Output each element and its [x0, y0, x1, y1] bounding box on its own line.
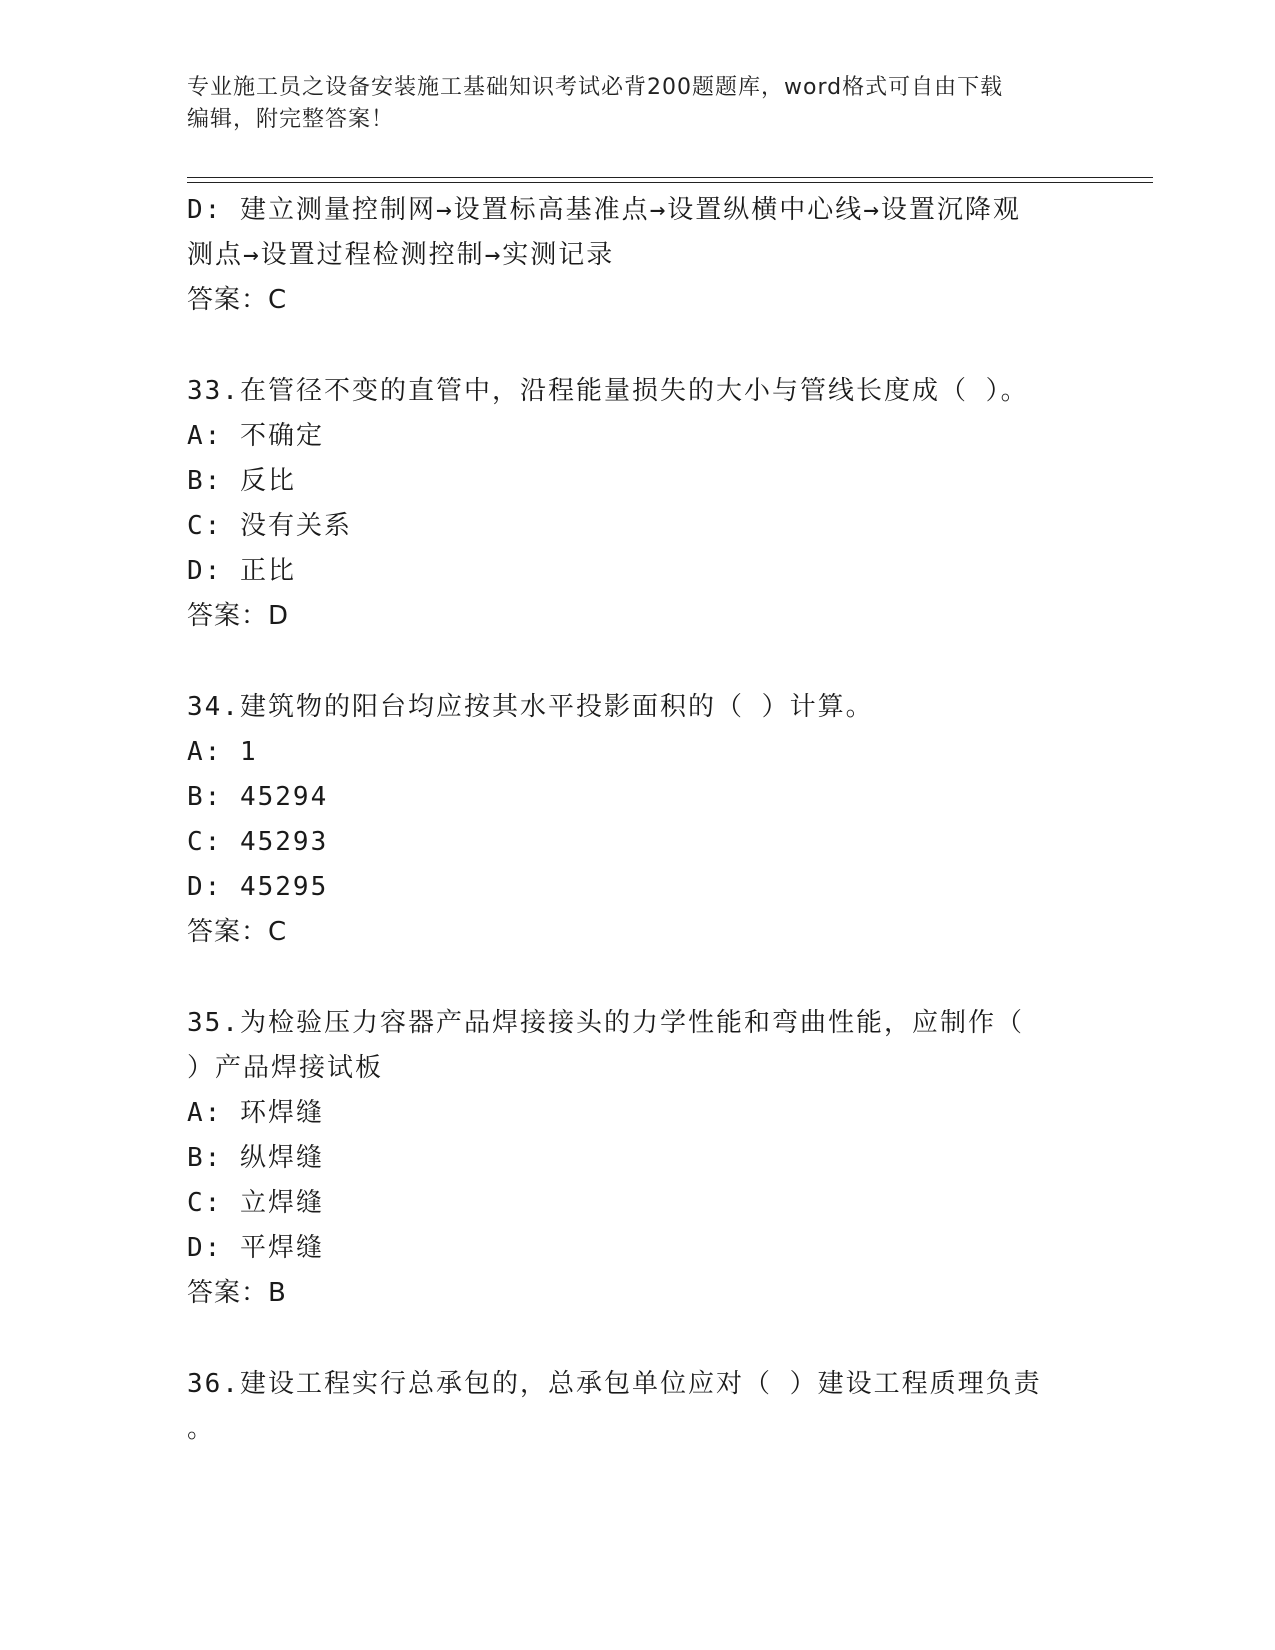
header-rule-top — [187, 177, 1153, 178]
question-stem-continuation: ）产品焊接试板 — [187, 1053, 384, 1083]
question-stem: 34.建筑物的阳台均应按其水平投影面积的（ ）计算。 — [187, 692, 874, 722]
question-stem: 36.建设工程实行总承包的，总承包单位应对（ ）建设工程质理负责 — [187, 1369, 1042, 1399]
prev-question-tail — [187, 188, 1087, 323]
question-35 — [187, 1001, 1087, 1316]
answer-line: 答案：B — [187, 1278, 287, 1308]
answer-line: 答案：C — [187, 917, 288, 947]
option-c: C: 45293 — [187, 827, 329, 857]
question-33 — [187, 369, 1087, 639]
option-d-continuation: 测点→设置过程检测控制→实测记录 — [187, 240, 615, 270]
option-d: D: 平焊缝 — [187, 1233, 324, 1263]
option-d: D: 建立测量控制网→设置标高基准点→设置纵横中心线→设置沉降观 — [187, 195, 1021, 225]
spacer — [187, 1316, 1087, 1362]
answer-line: 答案：D — [187, 601, 290, 631]
option-d: D: 45295 — [187, 872, 329, 902]
spacer — [187, 323, 1087, 369]
question-34 — [187, 685, 1087, 955]
question-stem-continuation: 。 — [187, 1414, 216, 1444]
question-stem: 35.为检验压力容器产品焊接接头的力学性能和弯曲性能，应制作（ — [187, 1008, 1024, 1038]
option-a: A: 1 — [187, 737, 258, 767]
document-header — [187, 72, 1067, 136]
option-b: B: 纵焊缝 — [187, 1143, 324, 1173]
answer-line: 答案：C — [187, 285, 288, 315]
question-list — [187, 188, 1087, 1452]
option-d: D: 正比 — [187, 556, 296, 586]
header-title-line-1: 专业施工员之设备安装施工基础知识考试必背200题题库，word格式可自由下载 — [187, 75, 1004, 100]
question-36 — [187, 1362, 1087, 1452]
option-b: B: 反比 — [187, 466, 296, 496]
option-c: C: 没有关系 — [187, 511, 352, 541]
option-c: C: 立焊缝 — [187, 1188, 324, 1218]
header-rule-bottom — [187, 182, 1153, 183]
question-stem: 33.在管径不变的直管中，沿程能量损失的大小与管线长度成（ ）。 — [187, 376, 1029, 406]
spacer — [187, 955, 1087, 1001]
spacer — [187, 639, 1087, 685]
option-a: A: 环焊缝 — [187, 1098, 324, 1128]
header-title-line-2: 编辑，附完整答案！ — [187, 107, 395, 132]
option-b: B: 45294 — [187, 782, 329, 812]
option-a: A: 不确定 — [187, 421, 324, 451]
